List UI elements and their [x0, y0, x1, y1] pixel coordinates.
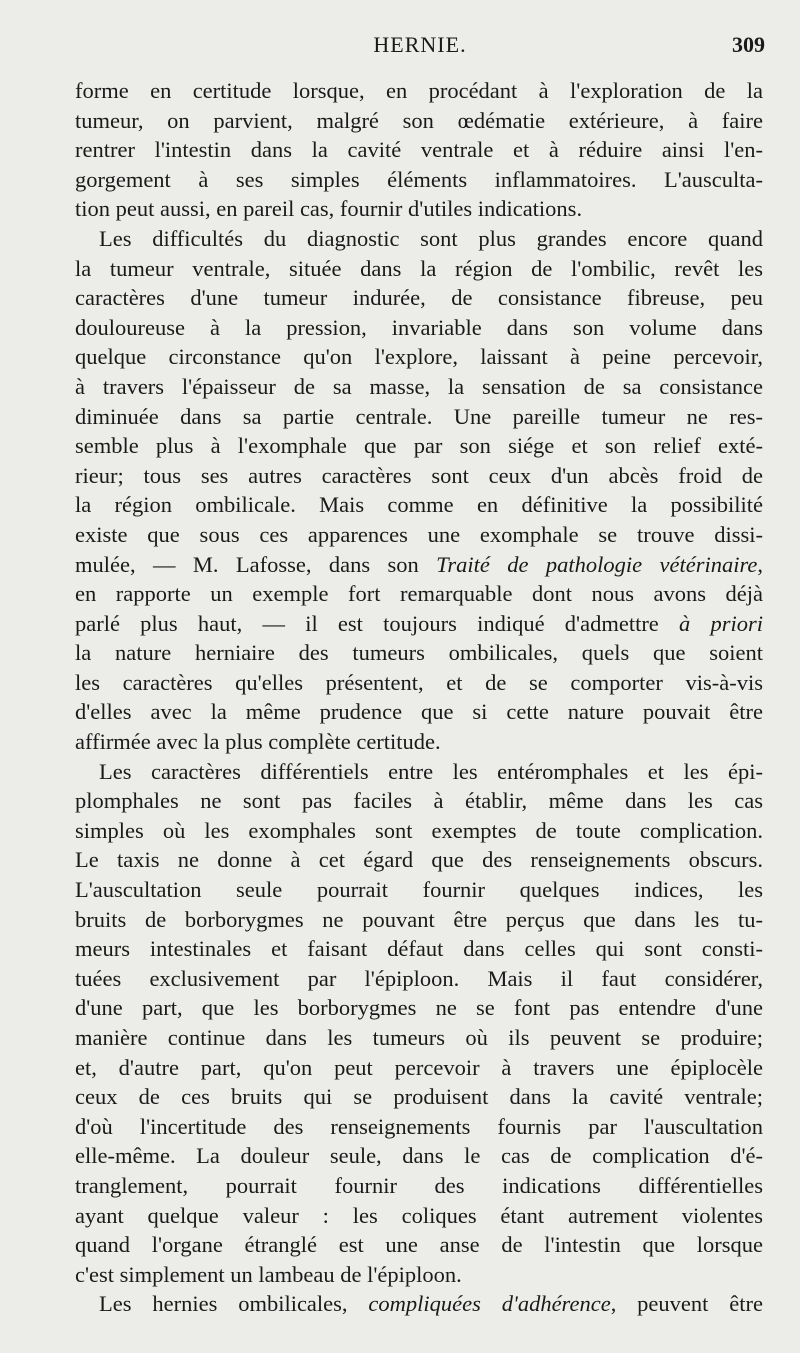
- text-line: tuées exclusivement par l'épiploon. Mais il faut considérer,: [75, 965, 763, 991]
- text-line: et, d'autre part, qu'on peut percevoir à travers une épiplocèle: [75, 1054, 763, 1080]
- paragraph-1: [75, 76, 763, 224]
- paragraph-2: [75, 224, 763, 757]
- text-line: ayant quelque valeur : les coliques étant autrement violentes: [75, 1202, 763, 1228]
- text-line: Le taxis ne donne à cet égard que des renseignements obscurs.: [75, 847, 763, 873]
- text-line: elle-même. La douleur seule, dans le cas de complication d'é-: [75, 1143, 763, 1169]
- text-line: ceux de ces bruits qui se produisent dans la cavité ventrale;: [75, 1084, 763, 1110]
- text-line: tion peut aussi, en pareil cas, fournir d'utiles indications.: [75, 196, 583, 222]
- text-line: quand l'organe étranglé est une anse de l'intestin que lorsque: [75, 1232, 763, 1258]
- italic-phrase: à priori: [679, 610, 763, 636]
- italic-title: Traité de pathologie vétérinaire: [436, 551, 758, 577]
- text-line: à travers l'épaisseur de sa masse, la sensation de sa consistance: [75, 373, 763, 399]
- text-line: plomphales ne sont pas faciles à établir, même dans les cas: [75, 788, 763, 814]
- text-line: d'elles avec la même prudence que si cette nature pouvait être: [75, 699, 763, 725]
- paragraph-3: [75, 757, 763, 1290]
- text-line: quelque circonstance qu'on l'explore, laissant à peine percevoir,: [75, 344, 763, 370]
- page-number: 309: [732, 32, 765, 57]
- text-line: existe que sous ces apparences une exomphale se trouve dissi-: [75, 521, 763, 547]
- text-line: la région ombilicale. Mais comme en définitive la possibilité: [75, 492, 763, 518]
- text-line: manière continue dans les tumeurs où ils peuvent se produire;: [75, 1025, 763, 1050]
- text-segment: , peuvent être: [610, 1291, 763, 1317]
- text-line: [75, 550, 763, 580]
- text-line: Les difficultés du diagnostic sont plus grandes encore quand: [99, 225, 763, 251]
- text-line: c'est simplement un lambeau de l'épiploon.: [75, 1261, 462, 1287]
- text-line: rieur; tous ses autres caractères sont ceux d'un abcès froid de: [75, 462, 763, 488]
- text-line: meurs intestinales et faisant défaut dans celles qui sont consti-: [75, 936, 763, 962]
- text-line: diminuée dans sa partie centrale. Une pareille tumeur ne res-: [75, 403, 763, 429]
- text-line: la nature herniaire des tumeurs ombilicales, quels que soient: [75, 640, 763, 666]
- text-line: d'où l'incertitude des renseignements fournis par l'auscultation: [75, 1113, 763, 1139]
- text-line: caractères d'une tumeur indurée, de consistance fibreuse, peu: [75, 285, 763, 311]
- text-line: douloureuse à la pression, invariable dans son volume dans: [75, 314, 763, 340]
- text-line: rentrer l'intestin dans la cavité ventrale et à réduire ainsi l'en-: [75, 137, 763, 163]
- paragraph-4: [75, 1289, 763, 1319]
- text-line: [75, 609, 763, 639]
- text-line: tranglement, pourrait fournir des indications différentielles: [75, 1172, 763, 1198]
- text-line: forme en certitude lorsque, en procédant à l'exploration de la: [75, 78, 763, 103]
- text-line: les caractères qu'elles présentent, et de se comporter vis-à-vis: [75, 669, 763, 695]
- text-line: bruits de borborygmes ne pouvant être perçus que dans les tu-: [75, 906, 763, 932]
- text-segment: parlé plus haut, — il est toujours indiqué d'admettre: [75, 610, 680, 636]
- text-line: Les caractères différentiels entre les entéromphales et les épi-: [99, 758, 763, 784]
- text-line: en rapporte un exemple fort remarquable dont nous avons déjà: [75, 581, 763, 607]
- text-line: simples où les exomphales sont exemptes de toute complication.: [75, 817, 763, 843]
- text-line: [75, 1289, 763, 1319]
- text-line: affirmée avec la plus complète certitude.: [75, 729, 441, 755]
- running-head: HERNIE.: [373, 32, 467, 57]
- text-line: L'auscultation seule pourrait fournir quelques indices, les: [75, 877, 763, 903]
- text-line: gorgement à ses simples éléments inflammatoires. L'ausculta-: [75, 166, 763, 192]
- text-line: tumeur, on parvient, malgré son œdématie extérieure, à faire: [75, 107, 763, 133]
- text-segment: ,: [757, 551, 763, 577]
- text-segment: Les hernies ombilicales,: [99, 1291, 369, 1317]
- text-line: la tumeur ventrale, située dans la région de l'ombilic, revêt les: [75, 255, 763, 281]
- text-line: semble plus à l'exomphale que par son siége et son relief exté-: [75, 433, 763, 459]
- page-header: [75, 30, 765, 62]
- text-line: d'une part, que les borborygmes ne se font pas entendre d'une: [75, 995, 763, 1021]
- text-segment: mulée, — M. Lafosse, dans son: [75, 551, 437, 577]
- page-body: [75, 76, 763, 1319]
- italic-phrase: compliquées d'adhérence: [368, 1291, 611, 1317]
